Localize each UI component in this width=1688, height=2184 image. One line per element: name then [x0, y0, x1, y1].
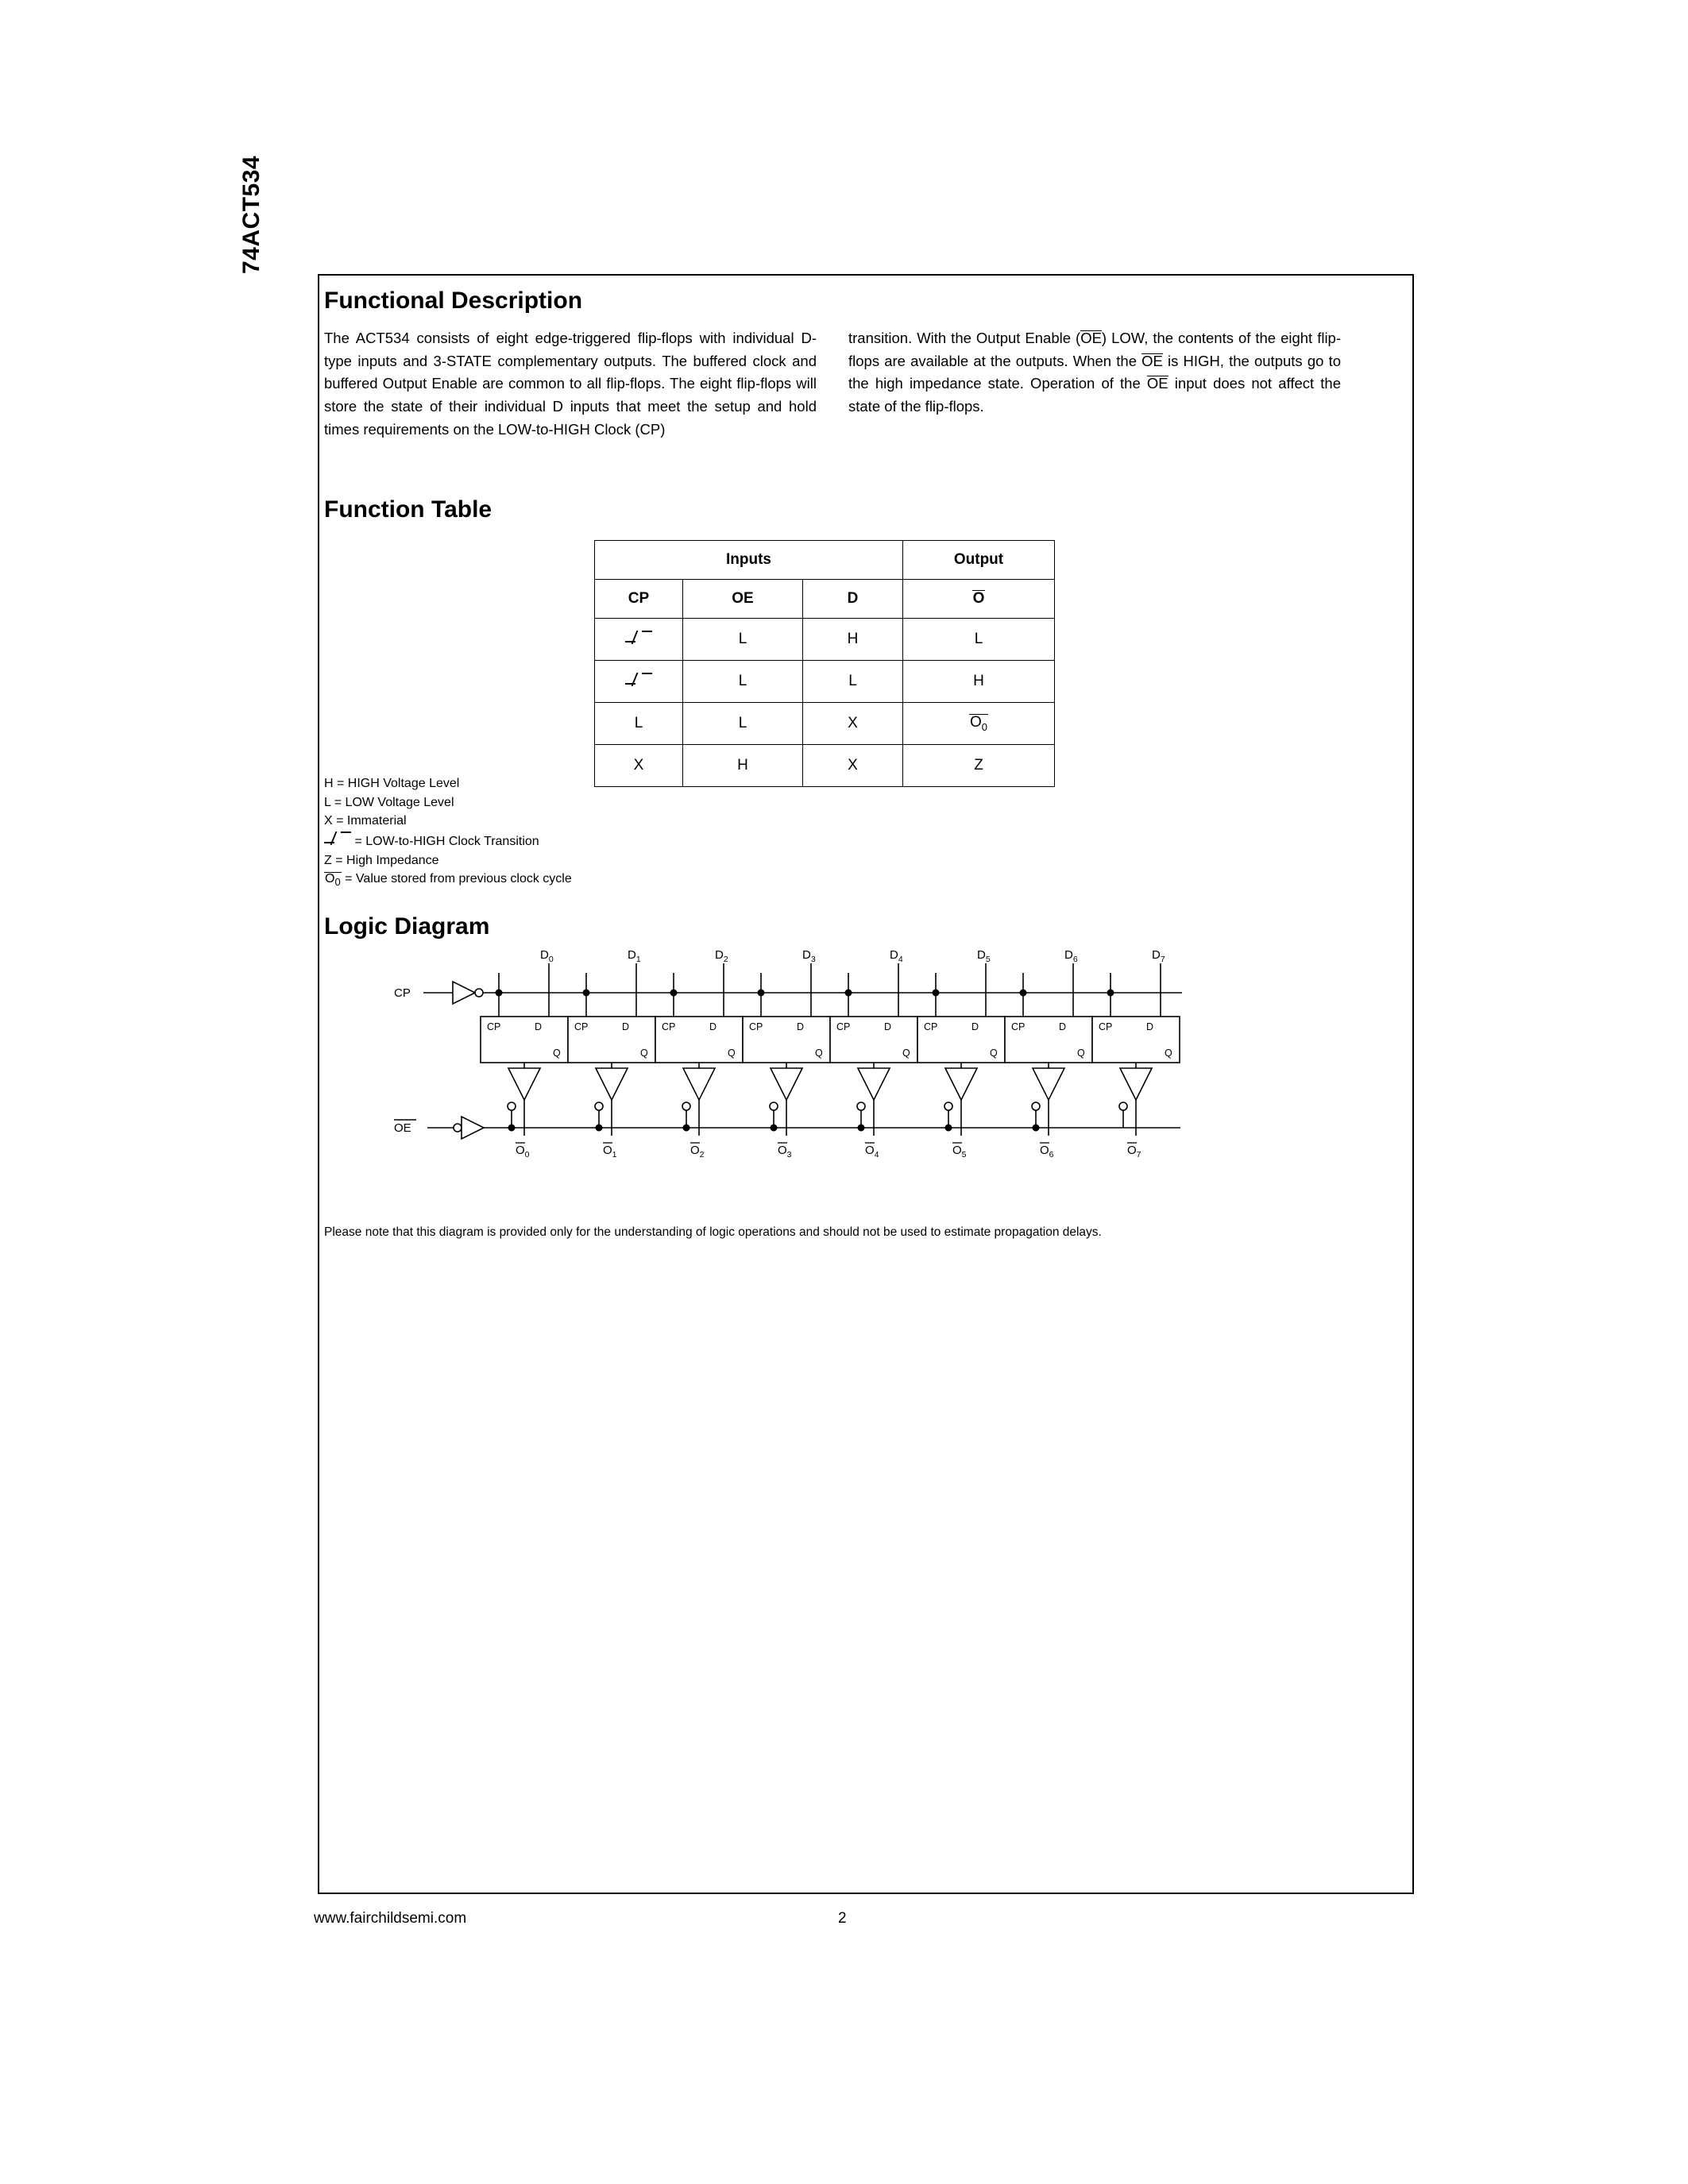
junction-dot [596, 1125, 603, 1132]
enable-bubble-icon [944, 1102, 952, 1110]
svg-text:Q: Q [815, 1048, 823, 1059]
tristate-buffer [683, 1068, 715, 1100]
svg-text:CP: CP [1011, 1021, 1026, 1032]
junction-dot [683, 1125, 690, 1132]
svg-text:CP: CP [487, 1021, 501, 1032]
cell-cp [595, 619, 683, 661]
tristate-buffer [596, 1068, 628, 1100]
enable-bubble-icon [682, 1102, 690, 1110]
logic-diagram-note: Please note that this diagram is provided only for the understanding of logic operations and should not be used to estimate propagation delays. [324, 1225, 1102, 1239]
svg-text:D: D [709, 1021, 717, 1032]
input-label: $D_2$ [715, 949, 728, 964]
svg-text:O0: $O_0$ [516, 1144, 530, 1160]
svg-text:Q: Q [990, 1048, 998, 1059]
svg-text:D: D [971, 1021, 979, 1032]
oe-overline-1: OE [1080, 330, 1102, 346]
header-inputs: Inputs [595, 541, 903, 580]
legend-item-text: = Value stored from previous clock cycle [345, 872, 572, 886]
legend-item [324, 870, 572, 889]
rising-edge-icon [625, 630, 652, 644]
input-label: $D_5$ [977, 949, 991, 964]
functional-description-body [324, 327, 1396, 441]
oe-overline-2: OE [1141, 352, 1163, 369]
input-label: $D_4$ [890, 949, 903, 964]
oe-inverter-bubble-icon [454, 1124, 462, 1132]
logic-diagram-heading: Logic Diagram [324, 913, 490, 940]
logic-diagram [324, 949, 1396, 1211]
o0-overline: $O_0$ [325, 872, 341, 889]
description-paragraph-1: The ACT534 consists of eight edge-triggered flip-flops with individual D-type inputs and 3-STATE complementary outputs. The buffered clock and buffered Output Enable are common to all flip-flops. The eight flip-flops will store the state of their individual D inputs that meet the setup and hold times requirements on the LOW-to-HIGH Clock (CP) [324, 330, 817, 438]
enable-bubble-icon [1032, 1102, 1040, 1110]
cell-cp: X [595, 745, 683, 787]
header-cp: CP [595, 580, 683, 619]
svg-text:D: D [1059, 1021, 1067, 1032]
rising-edge-icon [625, 672, 652, 686]
cell-oe: L [683, 661, 803, 703]
footer-page-number: 2 [838, 1910, 847, 1927]
junction-dot [670, 990, 678, 997]
svg-text:CP: CP [1099, 1021, 1113, 1032]
oe-buffer-icon [462, 1117, 484, 1139]
table-row [595, 745, 1055, 787]
part-number-side-title: 74ACT534 [238, 155, 265, 274]
svg-text:D: D [1146, 1021, 1154, 1032]
svg-text:Q: Q [1077, 1048, 1085, 1059]
svg-text:D: D [535, 1021, 543, 1032]
cp-label: CP [394, 986, 411, 1000]
svg-text:CP: CP [836, 1021, 851, 1032]
header-output: Output [903, 541, 1055, 580]
legend-item: L = LOW Voltage Level [324, 795, 454, 809]
svg-text:O4: $O_4$ [865, 1144, 879, 1160]
cp-inverter-bubble-icon [475, 989, 483, 997]
legend-item [324, 831, 572, 851]
header-d: D [803, 580, 903, 619]
legend-item: H = HIGH Voltage Level [324, 777, 460, 790]
oe-overline-3: OE [1146, 375, 1168, 392]
cell-d: X [803, 745, 903, 787]
cell-oe: L [683, 619, 803, 661]
svg-text:Q: Q [553, 1048, 561, 1059]
svg-text:O2: $O_2$ [690, 1144, 705, 1160]
tristate-buffer [771, 1068, 802, 1100]
input-label: $D_0$ [540, 949, 554, 964]
oe-label: OE [394, 1121, 411, 1135]
cp-inverter-icon [453, 982, 475, 1004]
svg-text:D: D [884, 1021, 892, 1032]
enable-bubble-icon [508, 1102, 516, 1110]
input-label: $D_1$ [628, 949, 641, 964]
legend-item: X = Immaterial [324, 814, 407, 828]
svg-text:Q: Q [728, 1048, 736, 1059]
function-table-heading: Function Table [324, 496, 492, 523]
cell-oe: L [683, 703, 803, 745]
header-o [903, 580, 1055, 619]
junction-dot [933, 990, 940, 997]
svg-text:O3: $O_3$ [778, 1144, 792, 1160]
svg-text:Q: Q [640, 1048, 648, 1059]
desc-text-end: input does not affect the state of the flip-flops. [848, 375, 1342, 415]
cell-o [903, 703, 1055, 745]
table-row [595, 661, 1055, 703]
description-paragraph-2 [848, 327, 1341, 419]
desc-text-pre: transition. With the Output Enable ( [848, 330, 1081, 346]
tristate-buffer [508, 1068, 540, 1100]
junction-dot [945, 1125, 952, 1132]
table-row [595, 619, 1055, 661]
function-table [594, 540, 1055, 787]
enable-bubble-icon [857, 1102, 865, 1110]
table-column-header-row [595, 580, 1055, 619]
enable-bubble-icon [595, 1102, 603, 1110]
cell-cp: L [595, 703, 683, 745]
input-label: $D_7$ [1152, 949, 1165, 964]
tristate-buffer [858, 1068, 890, 1100]
o0-overline: $O_0$ [969, 714, 987, 734]
junction-dot [1020, 990, 1027, 997]
svg-text:CP: CP [924, 1021, 938, 1032]
junction-dot [583, 990, 590, 997]
functional-description-heading: Functional Description [324, 287, 583, 314]
header-o-overline: O [972, 590, 985, 607]
table-group-header-row [595, 541, 1055, 580]
table-legend [324, 774, 572, 889]
description-column-left [324, 327, 817, 441]
legend-item-text: = LOW-to-HIGH Clock Transition [354, 835, 539, 849]
cell-d: L [803, 661, 903, 703]
svg-text:D: D [797, 1021, 805, 1032]
junction-dot [1107, 990, 1114, 997]
cell-d: H [803, 619, 903, 661]
input-label: $D_6$ [1064, 949, 1078, 964]
footer-website[interactable]: www.fairchildsemi.com [314, 1910, 467, 1927]
tristate-buffer [1033, 1068, 1064, 1100]
svg-text:O6: $O_6$ [1040, 1144, 1054, 1160]
cell-o: L [903, 619, 1055, 661]
svg-text:O7: $O_7$ [1127, 1144, 1141, 1160]
desc-text-mid1: ) LOW, the contents of the eight flip-flops are available at the outputs. When the [848, 330, 1341, 369]
tristate-buffer [1120, 1068, 1152, 1100]
junction-dot [771, 1125, 778, 1132]
cell-o: Z [903, 745, 1055, 787]
input-label: $D_3$ [802, 949, 816, 964]
svg-text:CP: CP [749, 1021, 763, 1032]
cell-cp [595, 661, 683, 703]
junction-dot [845, 990, 852, 997]
cell-oe: H [683, 745, 803, 787]
cell-o: H [903, 661, 1055, 703]
enable-bubble-icon [1119, 1102, 1127, 1110]
tristate-buffer [945, 1068, 977, 1100]
junction-dot [508, 1125, 516, 1132]
svg-text:CP: CP [574, 1021, 589, 1032]
junction-dot [758, 990, 765, 997]
legend-item: Z = High Impedance [324, 853, 439, 867]
svg-text:O1: $O_1$ [603, 1144, 617, 1160]
cell-d: X [803, 703, 903, 745]
junction-dot [1033, 1125, 1040, 1132]
table-row [595, 703, 1055, 745]
logic-diagram-svg [324, 949, 1396, 1211]
output-labels [516, 1143, 1141, 1160]
junction-dot [858, 1125, 865, 1132]
svg-text:Q: Q [1165, 1048, 1172, 1059]
header-oe: OE [683, 580, 803, 619]
rising-edge-icon [324, 831, 351, 845]
svg-text:D: D [622, 1021, 630, 1032]
description-column-right [848, 327, 1341, 441]
enable-bubble-icon [770, 1102, 778, 1110]
desc-text-mid2: is HIGH, the outputs go to the high impedance state. Operation of the [848, 352, 1341, 392]
svg-text:O5: $O_5$ [952, 1144, 967, 1160]
svg-text:CP: CP [662, 1021, 676, 1032]
svg-text:Q: Q [902, 1048, 910, 1059]
